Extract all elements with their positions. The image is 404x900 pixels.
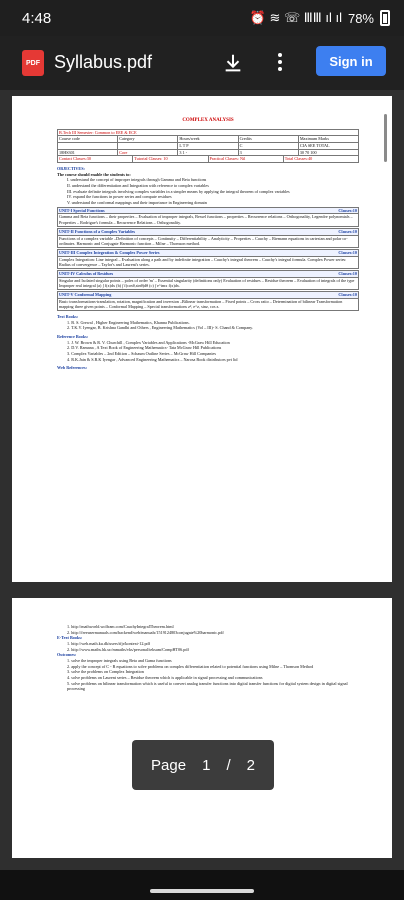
header-cell: Maximum Marks: [299, 136, 330, 142]
header-cell: Total Classes:40: [284, 156, 313, 162]
objective-item: V. understand the conformal mappings and their importance in Engineering domain: [67, 200, 207, 206]
unit-classes: Classes:10: [338, 270, 357, 276]
text-books-heading: Text Books:: [57, 313, 79, 319]
outcome-item: 5. solve problems on bilinear transformation which is useful to convert analog transfer functions into digital transfer functions for digital system design in digital signal processing: [67, 680, 348, 692]
etext-books-heading: E-Text Books:: [57, 635, 83, 641]
page-separator: /: [226, 756, 231, 774]
reference-books-heading: Reference Books:: [57, 333, 89, 339]
objective-item: III. evaluate definite integrals involving complex variables in a simpler means by applying the integral theorem of complex variables: [67, 188, 290, 194]
header-cell: CIA SEE TOTAL: [299, 143, 330, 149]
header-cell: Hours/week: [178, 136, 238, 142]
unit-label: UNIT-III Complex Integration & Complex Power Series: [59, 249, 160, 255]
header-cell: L T P: [178, 143, 238, 149]
header-cell: Practical Classes: Nil: [209, 156, 284, 162]
doc-title: COMPLEX ANALYSIS: [182, 118, 234, 123]
outcome-item: 2. apply the concept of C - R equations to solve problems on complex differentiation related to potential functions using Milne – Thomson Method: [67, 663, 314, 669]
unit-label: UNIT-IV Calculus of Residues: [59, 270, 114, 276]
objectives-intro: The course should enable the students to:: [57, 171, 131, 177]
battery-percent: 78%: [347, 10, 374, 26]
pdf-page-2: [12, 598, 392, 858]
scrollbar-thumb[interactable]: [384, 114, 387, 162]
semester-line: B.Tech III Semester: Common to EEE & ECE: [59, 129, 137, 135]
unit-heading: [57, 249, 359, 257]
unit-label: UNIT-I Special Functions: [59, 207, 105, 213]
page-indicator: [132, 740, 274, 790]
home-gesture-handle[interactable]: [150, 889, 254, 893]
header-cell: C: [239, 143, 299, 149]
unit-text: Singular and Isolated singular points – poles of order 'm' – Essential singularity (definitions only) Evaluation of residues – Residue theorem – Evaluation of integrals of the type Improper real integral (a) ∫ f(x)dx (b) ∫ f(cosθ,sinθ)dθ (c) ∫ e^imx f(x)dx.: [57, 278, 359, 290]
text-book-item: 1. B. S. Grewal , Higher Engineering Mathematics, Khanna Publications.: [67, 319, 190, 325]
header-cell: [118, 143, 178, 149]
header-cell: Core: [118, 150, 178, 156]
objectives-heading: OBJECTIVES:: [57, 166, 85, 172]
current-page: 1: [202, 756, 211, 774]
header-cell: Tutorial Classes: 10: [133, 156, 208, 162]
page-label: Page: [151, 756, 187, 774]
outcome-item: 4. solve problems on Laurent series – Residue theorem which is applicable in signal processing and communications: [67, 675, 263, 681]
unit-text: Complex Integration: Line integral – Evaluation along a path and by indefinite integration – Cauchy's integral theorem – Cauchy's integral formula. Complex Power series: Radius of convergence – Taylor's and Laurent's series.: [57, 257, 359, 269]
etext-item: 2. http://www.maths.hk.uc/mmaths/vks/personal/teksam/CompHT06.pdf: [67, 646, 189, 652]
pdf-page-1: [12, 96, 392, 582]
unit-heading: [57, 291, 359, 299]
system-nav-bar: [0, 870, 404, 900]
unit-label: UNIT-V Conformal Mapping: [59, 291, 112, 297]
unit-heading: [57, 228, 359, 236]
header-cell: Credits: [239, 136, 299, 142]
unit-classes: Classes:10: [338, 207, 357, 213]
unit-classes: Classes:10: [338, 291, 357, 297]
page-1-content: [57, 118, 359, 371]
header-cell: 3 1 -: [178, 150, 238, 156]
download-icon[interactable]: [222, 52, 244, 74]
app-bar: [0, 36, 404, 90]
status-icons: [250, 10, 390, 26]
header-cell: Contact Classes:30: [58, 156, 133, 162]
header-cell: Course code: [58, 136, 118, 142]
unit-heading: [57, 270, 359, 278]
objective-item: I. understand the concept of improper integrals through Gamma and Beta functions: [67, 177, 207, 183]
text-book-item: 2. T.K.V. Iyengar, B. Krishna Gandhi and Others , Engineering Mathematics (Vol – III)- S. Chand & Company.: [67, 325, 254, 331]
more-options-icon[interactable]: [270, 50, 290, 74]
web-references-heading: Web References:: [57, 365, 88, 371]
web-reference-item: 2. http://freeusermanuals.com/backend/web/manuals/1519124803conjugate%20harmonic.pdf: [67, 629, 224, 635]
reference-book-item: 4. R.K.Jain & S.R.K Iyengar , Advanced Engineering Mathematics – Narosa Book distributors pvt ltd: [67, 356, 238, 362]
status-bar: [0, 0, 404, 36]
unit-classes: Classes:10: [338, 249, 357, 255]
unit-text: Basic transformations-translation, rotation, magnification and inversion –Bilinear transformation – Fixed points – Cross ratio – Determination of bilinear Transformation mapping three given points – Conformal Mapping – Special transformations z², e^z, sinz, cos z.: [57, 299, 359, 311]
outcome-item: 3. solve the problems on Complex Integration: [67, 669, 144, 675]
header-cell: [58, 143, 118, 149]
page-2-content: [57, 624, 359, 692]
file-name: Syllabus.pdf: [54, 52, 153, 72]
total-pages: 2: [246, 756, 255, 774]
objective-item: II. understand the differentiation and Integration with reference to complex variables: [67, 183, 209, 189]
etext-item: 1. http://web.math.ku.dk/users/tfjr/kontext-12.pdf: [67, 641, 151, 647]
unit-label: UNIT-II Functions of a Complex Variables: [59, 228, 136, 234]
outcomes-heading: Outcomes:: [57, 652, 77, 658]
pdf-file-icon: PDF: [22, 50, 44, 76]
objective-item: IV. expand the functions in power series and compute residues: [67, 194, 172, 200]
web-reference-item: 1. http://mathworld.wolfram.com/CauchyIntegralTheorem.html: [67, 624, 174, 629]
reference-book-item: 2. D.V. Ramana , A Text Book of Engineering Mathematics- Tata McGraw Hill Publications: [67, 345, 222, 351]
unit-text: Functions of a complex variable –Definition of concepts – Continuity – Differentiability – Analyticity – Properties – Cauchy – Riemann equations in cartesian and polar co-ordinates. Harmonic and Conjugate Harmonic function – Milne – Thomson method.: [57, 236, 359, 248]
outcome-item: 1. solve the improper integrals using Beta and Gama functions: [67, 658, 172, 664]
course-header-table: [57, 129, 359, 163]
status-indicator-icons: ⏰ ≋ ☏ ⅢⅢ ıl ıl: [249, 10, 342, 25]
status-time: 4:48: [22, 10, 52, 27]
unit-text: Gamma and Beta functions – their properties – Evaluation of improper integrals, Bessel functions – properties – Recurrence relations – Orthogonality, Legendre polynomials – Properties – Rodrigue's formula – Recurrence Relations – Orthogonality.: [57, 214, 359, 226]
unit-heading: [57, 207, 359, 215]
reference-book-item: 1. J. W. Brown & R. V. Churchill , Complex Variables and Applications -McGraw Hill Education: [67, 339, 230, 345]
sign-in-button[interactable]: Sign in: [316, 46, 386, 76]
header-cell: 30 70 100: [299, 149, 317, 155]
battery-icon: [380, 10, 390, 26]
header-cell: 18HS301: [58, 150, 118, 156]
reference-book-item: 3. Complex Variables – 2nd Edition – Schaum Outline Series – McGraw Hill Companies: [67, 350, 217, 356]
unit-classes: Classes:10: [338, 228, 357, 234]
header-cell: Category: [118, 136, 178, 142]
header-cell: 3: [239, 150, 299, 156]
